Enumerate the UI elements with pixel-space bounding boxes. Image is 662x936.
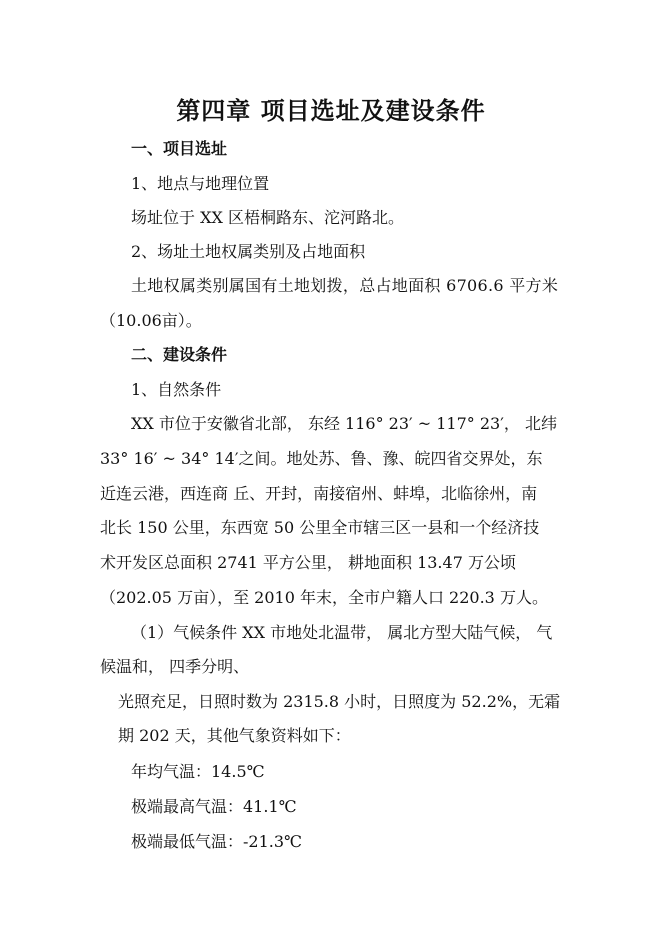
stat-extreme-min-temperature: 极端最低气温：-21.3℃ (131, 832, 302, 851)
section-heading-construction-conditions: 二、建设条件 (131, 345, 228, 364)
paragraph-line: 近连云港，西连商 丘、开封，南接宿州、蚌埠，北临徐州，南 (100, 484, 538, 503)
location-text: 场址位于 XX 区梧桐路东、沱河路北。 (131, 208, 404, 227)
paragraph-line: （202.05 万亩），至 2010 年末，全市户籍人口 220.3 万人。 (100, 588, 548, 607)
subsection-heading-location: 1、地点与地理位置 (131, 174, 270, 193)
land-text-line-1: 土地权属类别属国有土地划拨，总占地面积 6706.6 平方米 (131, 276, 559, 295)
paragraph-line: XX 市位于安徽省北部， 东经 116° 23′ ~ 117° 23′， 北纬 (131, 414, 557, 433)
climate-line: 期 202 天，其他气象资料如下： (118, 726, 351, 745)
paragraph-line: 33° 16′ ~ 34° 14′之间。地处苏、鲁、豫、皖四省交界处，东 (100, 449, 543, 468)
chapter-title: 第四章 项目选址及建设条件 (176, 96, 486, 125)
paragraph-line: 术开发区总面积 2741 平方公里， 耕地面积 13.47 万公顷 (100, 553, 516, 572)
climate-line: 候温和， 四季分明、 (100, 657, 250, 676)
paragraph-line: 北长 150 公里，东西宽 50 公里全市辖三区一县和一个经济技 (100, 518, 540, 537)
stat-annual-average-temperature: 年均气温：14.5℃ (131, 762, 265, 781)
climate-line: 光照充足，日照时数为 2315.8 小时，日照度为 52.2%，无霜 (118, 692, 561, 711)
land-text-line-2: （10.06亩）。 (100, 311, 202, 330)
subsection-heading-land: 2、场址土地权属类别及占地面积 (131, 242, 366, 261)
climate-line: （1）气候条件 XX 市地处北温带， 属北方型大陆气候， 气 (131, 623, 553, 642)
section-heading-site-selection: 一、项目选址 (131, 139, 228, 158)
stat-extreme-max-temperature: 极端最高气温：41.1℃ (131, 797, 297, 816)
subsection-heading-natural-conditions: 1、自然条件 (131, 380, 222, 399)
